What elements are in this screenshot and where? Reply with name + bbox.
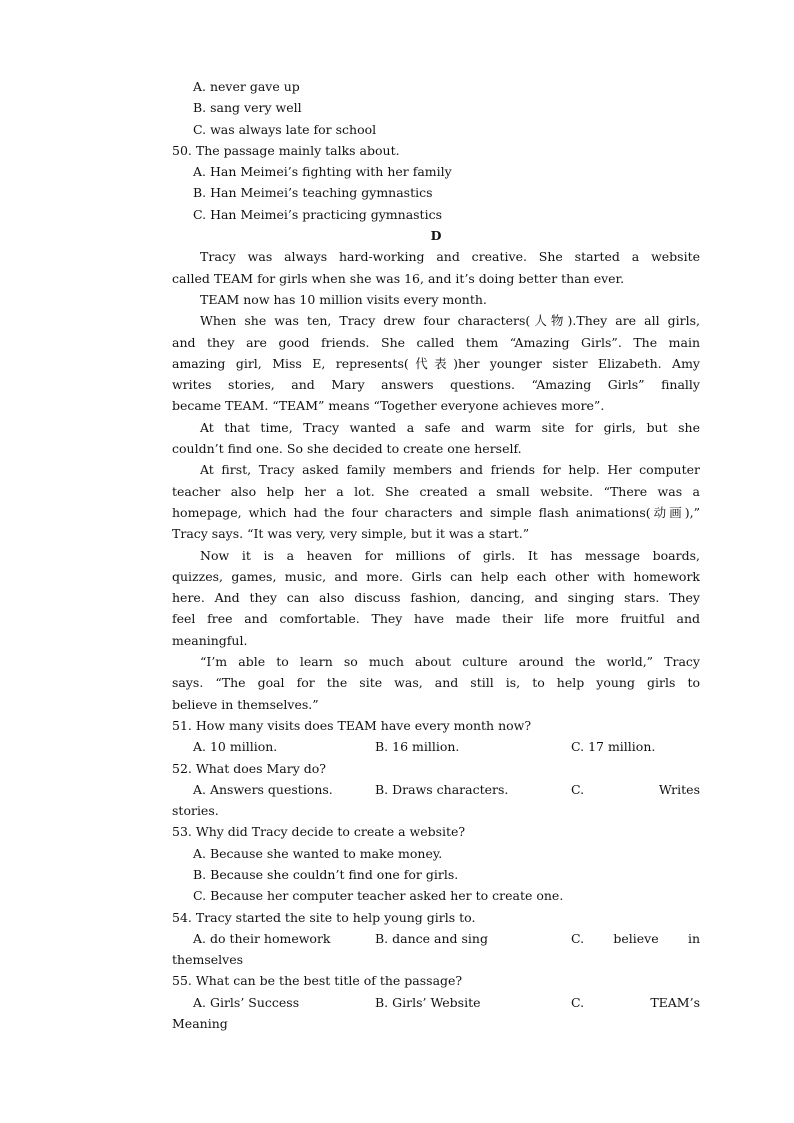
q52-question: 52. What does Mary do? [172,760,327,776]
q53-option-b: B. Because she couldn’t find one for girls. [193,866,459,882]
q50-option-a: A. Han Meimei’s fighting with her family [193,164,452,180]
q54-options [172,928,700,949]
passage-line: meaningful. [172,632,248,648]
q55-options [172,992,700,1013]
q53-option-c: C. Because her computer teacher asked her to create one. [193,888,564,904]
passage-line: Tracy was always hard-working and creative. She started a website [200,249,700,265]
q54-option-a: A. do their homework [193,930,331,946]
q49-option-c: C. was always late for school [193,121,377,137]
passage-line: At first, Tracy asked family members and friends for help. Her computer [200,462,700,478]
q51-question: 51. How many visits does TEAM have every month now? [172,717,532,733]
q52-option-a: A. Answers questions. [193,781,333,797]
q55-question: 55. What can be the best title of the passage? [172,973,463,989]
q55-option-b: B. Girls’ Website [375,994,481,1010]
passage-line: When she was ten, Tracy drew four characters(人物).They are all girls, [200,313,700,329]
passage-line: quizzes, games, music, and more. Girls can help each other with homework [172,568,700,584]
passage-line: says. “The goal for the site was, and still is, to help young girls to [172,675,700,691]
q52-option-b: B. Draws characters. [375,781,509,797]
q54-option-c-cont: themselves [172,952,244,968]
passage-line: feel free and comfortable. They have made their life more fruitful and [172,611,700,627]
passage-line: homepage, which had the four characters and simple flash animations(动画),” [172,504,700,520]
q54-question: 54. Tracy started the site to help young girls to. [172,909,476,925]
q52-options [172,779,700,800]
q51-options [172,736,700,757]
exam-page [172,76,700,1034]
q53-option-a: A. Because she wanted to make money. [193,845,443,861]
passage-line: couldn’t find one. So she decided to create one herself. [172,441,522,457]
passage-line: At that time, Tracy wanted a safe and warm site for girls, but she [200,419,700,435]
section-title: D [430,228,442,244]
passage-line: called TEAM for girls when she was 16, and it’s doing better than ever. [172,270,625,286]
q52-option-c-cont: stories. [172,803,219,819]
q50-question: 50. The passage mainly talks about. [172,142,400,158]
passage-line: “I’m able to learn so much about culture around the world,” Tracy [200,654,700,670]
q51-option-c: C. 17 million. [571,739,656,755]
passage-line: Now it is a heaven for millions of girls. It has message boards, [200,547,700,563]
q51-option-b: B. 16 million. [375,739,460,755]
q50-option-b: B. Han Meimei’s teaching gymnastics [193,185,433,201]
passage-line: became TEAM. “TEAM” means “Together everyone achieves more”. [172,398,605,414]
q54-option-c: C. believe in [571,930,700,946]
q52-option-c: C. Writes [571,781,700,797]
q54-option-b: B. dance and sing [375,930,488,946]
q55-option-c: C. TEAM’s [571,994,700,1010]
q55-option-c-cont: Meaning [172,1016,228,1032]
q53-question: 53. Why did Tracy decide to create a website? [172,824,466,840]
passage-line: believe in themselves.” [172,696,319,712]
q49-option-b: B. sang very well [193,100,302,116]
q50-option-c: C. Han Meimei’s practicing gymnastics [193,206,442,222]
passage-line: and they are good friends. She called them “Amazing Girls”. The main [172,334,700,350]
q49-option-a: A. never gave up [193,79,300,94]
passage-line: writes stories, and Mary answers questions. “Amazing Girls” finally [172,377,700,393]
passage-line: Tracy says. “It was very, very simple, but it was a start.” [172,526,530,542]
passage-line: teacher also help her a lot. She created a small website. “There was a [172,483,700,499]
passage-line: amazing girl, Miss E, represents(代表)her younger sister Elizabeth. Amy [172,355,700,371]
passage-line: here. And they can also discuss fashion, dancing, and singing stars. They [172,590,700,606]
q55-option-a: A. Girls’ Success [193,994,300,1010]
q51-option-a: A. 10 million. [193,739,278,755]
passage-line: TEAM now has 10 million visits every month. [200,291,487,307]
